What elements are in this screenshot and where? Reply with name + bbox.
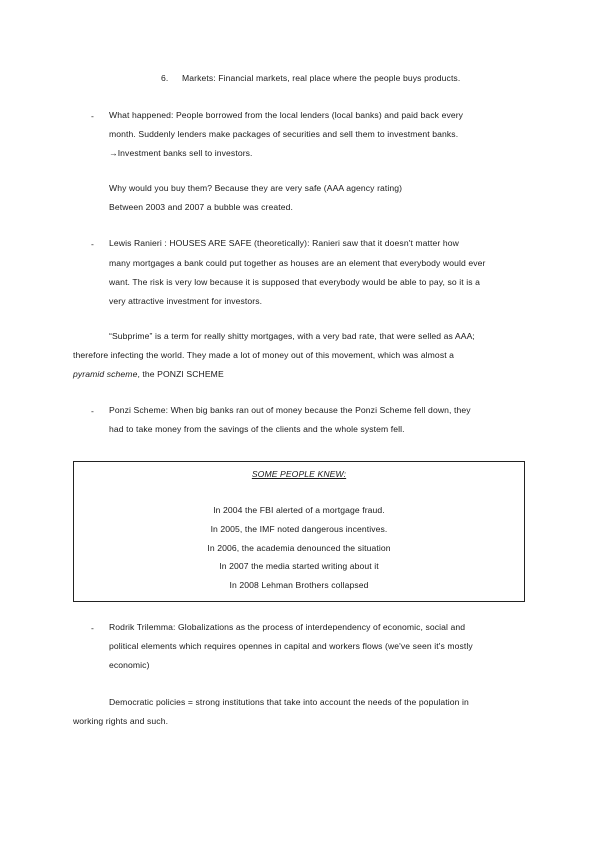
bullet-dash: - [91, 406, 94, 416]
box-item: In 2006, the academia denounced the situation [207, 543, 391, 553]
box-title: SOME PEOPLE KNEW: [251, 469, 347, 479]
paragraph-line [73, 369, 224, 380]
paragraph-text: , the PONZI SCHEME [137, 369, 224, 379]
bullet1-line: →Investment banks sell to investors. [109, 148, 253, 158]
bullet3-line: had to take money from the savings of the clients and the whole system fell. [109, 424, 405, 434]
bullet3-line: Ponzi Scheme: When big banks ran out of money because the Ponzi Scheme fell down, they [109, 405, 471, 415]
bullet2-line: many mortgages a bank could put together as houses are an element that everybody would ever [109, 258, 486, 268]
box-item: In 2005, the IMF noted dangerous incentives. [210, 524, 388, 534]
bullet-dash: - [91, 111, 94, 121]
bullet2-line: very attractive investment for investors. [109, 296, 263, 306]
box-item: In 2004 the FBI alerted of a mortgage fraud. [213, 505, 385, 515]
bullet1-line: month. Suddenly lenders make packages of securities and sell them to investment banks. [109, 129, 459, 139]
italic-term: pyramid scheme [73, 369, 138, 379]
paragraph-line: working rights and such. [73, 716, 169, 726]
timeline-box [73, 461, 525, 602]
paragraph-line: “Subprime” is a term for really shitty mortgages, with a very bad rate, that were selled as AAA; [109, 331, 475, 341]
section-number: 6. [161, 73, 169, 83]
bullet4-line: political elements which requires opennes in capital and workers flows (we've seen it's mostly [109, 641, 473, 651]
section-heading: Markets: Financial markets, real place where the people buys products. [182, 73, 461, 83]
box-item: In 2008 Lehman Brothers collapsed [229, 580, 369, 590]
bullet4-line: Rodrik Trilemma: Globalizations as the process of interdependency of economic, social and [109, 622, 466, 632]
box-item: In 2007 the media started writing about it [219, 561, 379, 571]
bullet-dash: - [91, 623, 94, 633]
paragraph-line: Why would you buy them? Because they are very safe (AAA agency rating) [109, 183, 403, 193]
bullet-dash: - [91, 239, 94, 249]
bullet4-line: economic) [109, 660, 150, 670]
paragraph-line: Between 2003 and 2007 a bubble was created. [109, 202, 293, 212]
bullet2-line: Lewis Ranieri : HOUSES ARE SAFE (theoretically): Ranieri saw that it doesn't matter how [109, 238, 459, 248]
bullet2-line: want. The risk is very low because it is supposed that everybody would be able to pay, so it is a [109, 277, 480, 287]
paragraph-line: Democratic policies = strong institutions that take into account the needs of the population in [109, 697, 469, 707]
bullet1-line: What happened: People borrowed from the local lenders (local banks) and paid back every [109, 110, 464, 120]
paragraph-line: therefore infecting the world. They made a lot of money out of this movement, which was almost a [73, 350, 455, 360]
